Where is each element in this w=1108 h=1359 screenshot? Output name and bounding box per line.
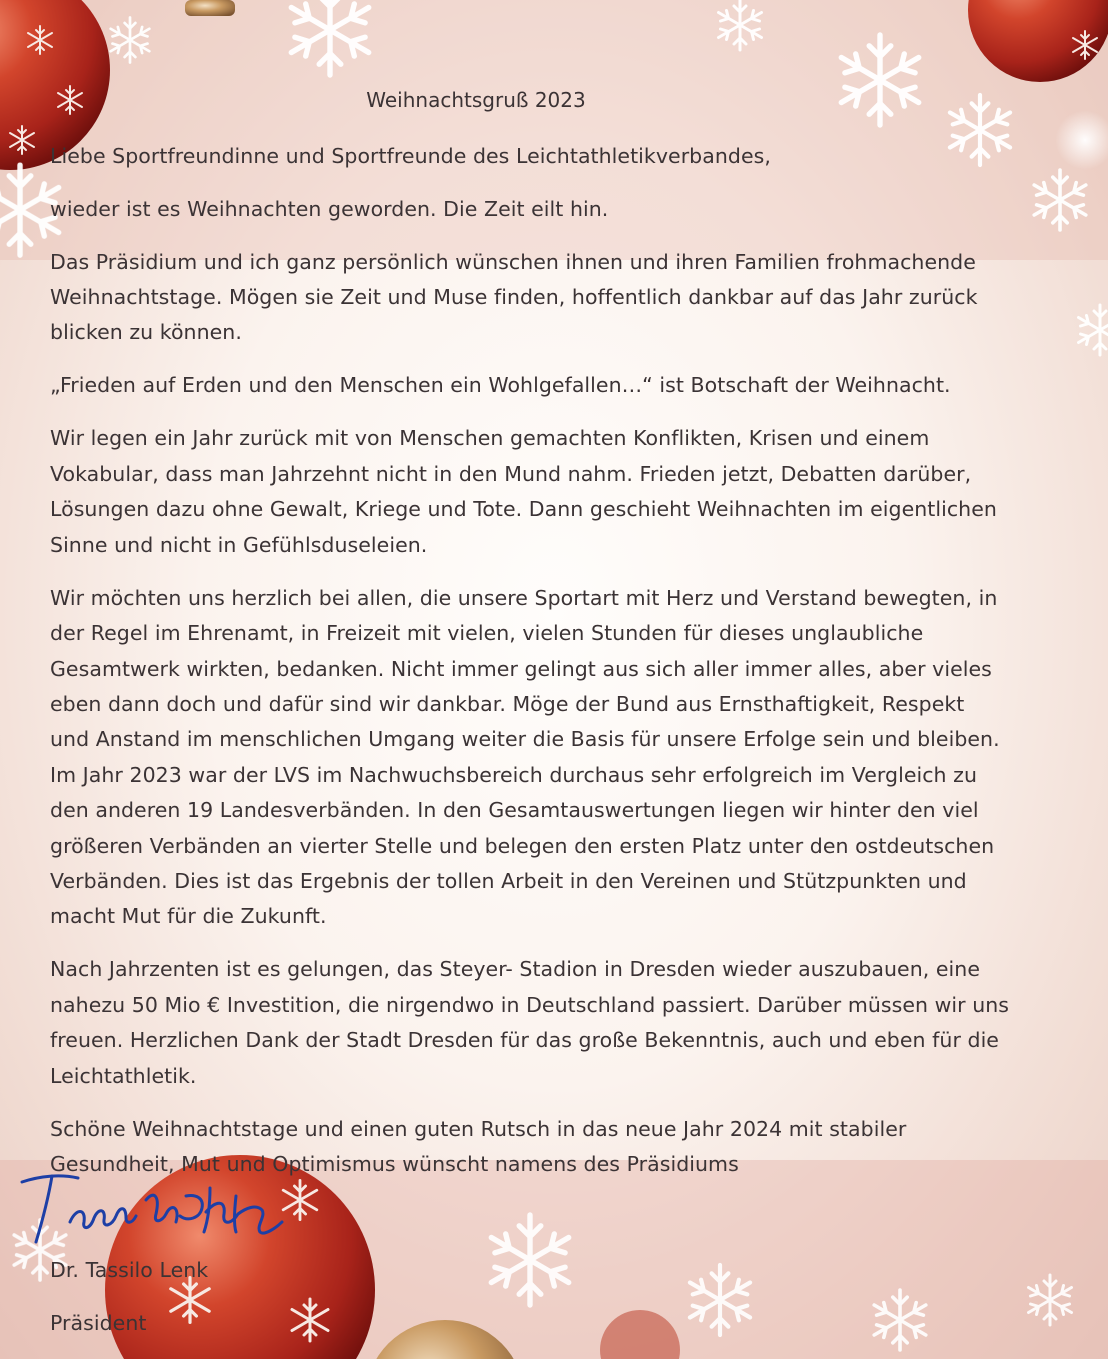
paragraph-3: „Frieden auf Erden und den Menschen ein Wohlgefallen…“ ist Botschaft der Weihnacht. [50,373,951,397]
paragraph-1: wieder ist es Weihnachten geworden. Die Zeit eilt hin. [50,197,609,221]
paragraph-7-line: Schöne Weihnachtstage und einen guten Rutsch in das neue Jahr 2024 mit stabiler [50,1117,907,1141]
paragraph-6-line: Leichtathletik. [50,1064,197,1088]
paragraph-4-line: Lösungen dazu ohne Gewalt, Kriege und Tote. Dann geschieht Weihnachten im eigentlichen [50,497,997,521]
paragraph-6-line: Nach Jahrzenten ist es gelungen, das Steyer- Stadion in Dresden wieder auszubauen, eine [50,957,981,981]
paragraph-5-line: Verbänden. Dies ist das Ergebnis der tollen Arbeit in den Vereinen und Stützpunkten und [50,869,967,893]
paragraph-5-line: Gesamtwerk wirkten, bedanken. Nicht immer gelingt aus sich aller immer alles, aber vieles [50,657,992,681]
paragraph-4-line: Wir legen ein Jahr zurück mit von Menschen gemachten Konflikten, Krisen und einem [50,426,930,450]
paragraph-7-line: Gesundheit, Mut und Optimismus wünscht namens des Präsidiums [50,1152,739,1176]
paragraph-4-line: Sinne und nicht in Gefühlsduseleien. [50,533,428,557]
letter-title: Weihnachtsgruß 2023 [366,88,586,112]
signature-role: Präsident [50,1311,147,1335]
paragraph-5-line: Im Jahr 2023 war der LVS im Nachwuchsbereich durchaus sehr erfolgreich im Vergleich zu [50,763,978,787]
paragraph-5-line: macht Mut für die Zukunft. [50,904,327,928]
paragraph-5-line: der Regel im Ehrenamt, in Freizeit mit vielen, vielen Stunden für dieses unglaubliche [50,621,924,645]
paragraph-6-line: freuen. Herzlichen Dank der Stadt Dresden für das große Bekenntnis, auch und eben für die [50,1028,999,1052]
paragraph-5-line: und Anstand im menschlichen Umgang weiter die Basis für unsere Erfolge sein und bleiben. [50,727,1000,751]
paragraph-4-line: Vokabular, dass man Jahrzehnt nicht in den Mund nahm. Frieden jetzt, Debatten darüber, [50,462,972,486]
salutation: Liebe Sportfreundinne und Sportfreunde des Leichtathletikverbandes, [50,144,771,168]
paragraph-5-line: eben dann doch und dafür sind wir dankbar. Möge der Bund aus Ernsthaftigkeit, Respekt [50,692,965,716]
paragraph-5-line: den anderen 19 Landesverbänden. In den Gesamtauswertungen liegen wir hinter den viel [50,798,979,822]
signature-name: Dr. Tassilo Lenk [50,1258,209,1282]
paragraph-6-line: nahezu 50 Mio € Investition, die nirgendwo in Deutschland passiert. Darüber müssen wir uns [50,993,1010,1017]
paragraph-2-line: Das Präsidium und ich ganz persönlich wünschen ihnen und ihren Familien frohmachende [50,250,976,274]
paragraph-2-line: blicken zu können. [50,320,242,344]
paragraph-2-line: Weihnachtstage. Mögen sie Zeit und Muse finden, hoffentlich dankbar auf das Jahr zurück [50,285,978,309]
paragraph-5-line: größeren Verbänden an vierter Stelle und belegen den ersten Platz unter den ostdeutschen [50,834,995,858]
paragraph-5-line: Wir möchten uns herzlich bei allen, die unsere Sportart mit Herz und Verstand bewegten, in [50,586,998,610]
